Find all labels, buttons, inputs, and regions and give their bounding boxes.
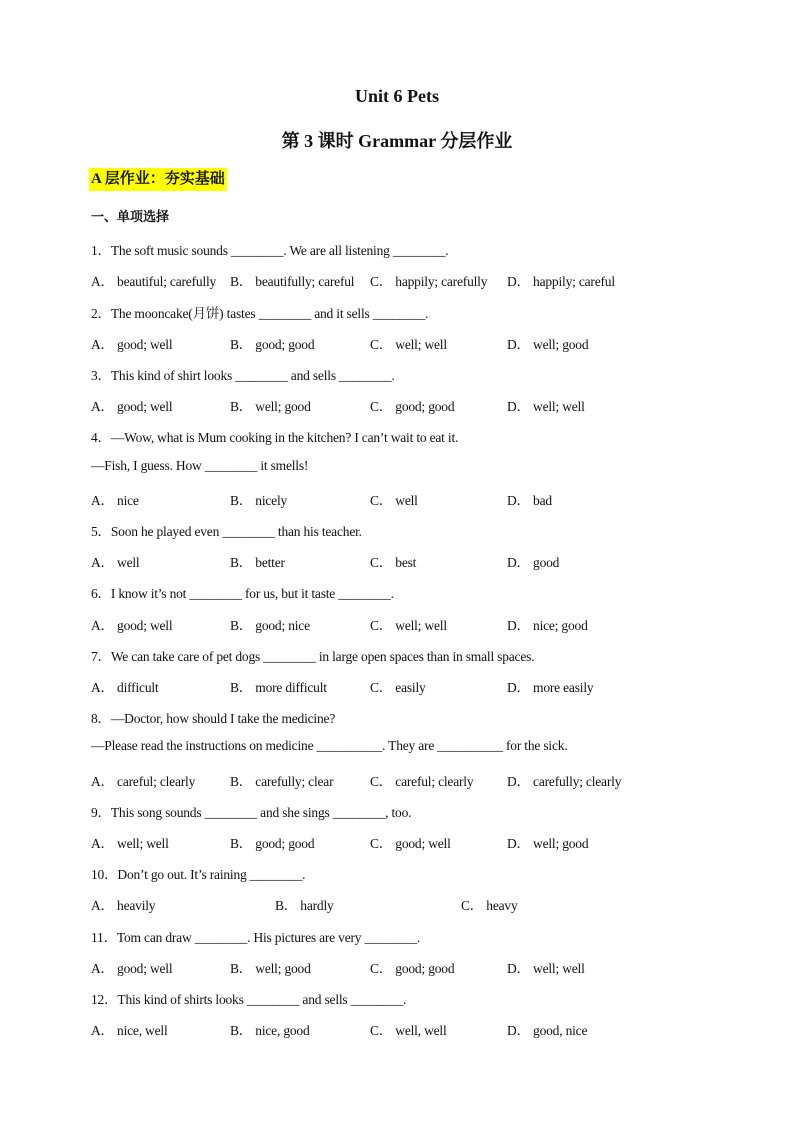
option-b: B． more difficult: [230, 680, 327, 695]
option-row: [91, 614, 731, 634]
question-stem: 12．This kind of shirts looks ________ and sells ________.: [91, 992, 407, 1007]
question-stem: 11．Tom can draw ________. His pictures are very ________.: [91, 930, 421, 945]
option-d: D． happily; careful: [507, 274, 615, 289]
option-row: [91, 1019, 731, 1039]
option-c: C． well: [370, 493, 418, 508]
option-c: C． heavy: [461, 898, 518, 913]
option-c: C． easily: [370, 680, 426, 695]
option-d: D． nice; good: [507, 618, 588, 633]
option-c: C． best: [370, 555, 417, 570]
option-c: C． careful; clearly: [370, 774, 474, 789]
option-a: A． nice, well: [91, 1023, 168, 1038]
question-stem: 7．We can take care of pet dogs ________ in large open spaces than in small spaces.: [91, 649, 535, 664]
option-c: C． well, well: [370, 1023, 447, 1038]
option-c: C． good; well: [370, 836, 451, 851]
question-stem: 3．This kind of shirt looks ________ and sells ________.: [91, 368, 395, 383]
option-a: A． good; well: [91, 618, 173, 633]
question-stem: 6．I know it’s not ________ for us, but it taste ________.: [91, 586, 394, 601]
option-c: C． well; well: [370, 337, 447, 352]
option-b: B． hardly: [275, 898, 334, 913]
page-title: Unit 6 Pets: [355, 86, 439, 106]
option-a: A． well: [91, 555, 140, 570]
option-a: A． careful; clearly: [91, 774, 196, 789]
option-b: B． better: [230, 555, 285, 570]
question-stem-reply: —Please read the instructions on medicine __________. They are __________ for the sick.: [91, 738, 568, 753]
option-d: D． good: [507, 555, 560, 570]
question-stem: 5．Soon he played even ________ than his teacher.: [91, 524, 362, 539]
option-d: D． more easily: [507, 680, 594, 695]
option-row: [91, 395, 731, 415]
section-heading: 一、单项选择: [91, 210, 170, 225]
option-row: [91, 676, 731, 696]
option-c: C． good; good: [370, 399, 455, 414]
option-a: A． good; well: [91, 399, 173, 414]
option-d: D． well; well: [507, 961, 585, 976]
question-stem: 4．—Wow, what is Mum cooking in the kitchen? I can’t wait to eat it.: [91, 430, 459, 445]
option-a: A． good; well: [91, 337, 173, 352]
option-d: D． well; good: [507, 836, 589, 851]
question-stem: 10．Don’t go out. It’s raining ________.: [91, 867, 306, 882]
option-row: [91, 551, 731, 571]
question-stem: 2．The mooncake(月饼) tastes ________ and it sells ________.: [91, 306, 429, 321]
option-row: [91, 894, 731, 914]
option-b: B． well; good: [230, 399, 311, 414]
option-d: D． well; good: [507, 337, 589, 352]
question-stem: 8．—Doctor, how should I take the medicine?: [91, 711, 336, 726]
option-d: D． well; well: [507, 399, 585, 414]
option-b: B． good; nice: [230, 618, 310, 633]
option-row: [91, 489, 731, 509]
level-banner: A 层作业：夯实基础: [89, 168, 227, 191]
option-d: D． carefully; clearly: [507, 774, 622, 789]
option-a: A． difficult: [91, 680, 159, 695]
option-row: [91, 770, 731, 790]
option-c: C． good; good: [370, 961, 455, 976]
option-c: C． happily; carefully: [370, 274, 488, 289]
option-row: [91, 270, 731, 290]
option-b: B． nicely: [230, 493, 288, 508]
option-d: D． good, nice: [507, 1023, 588, 1038]
option-row: [91, 957, 731, 977]
option-b: B． carefully; clear: [230, 774, 334, 789]
option-a: A． beautiful; carefully: [91, 274, 217, 289]
question-stem-reply: —Fish, I guess. How ________ it smells!: [91, 458, 309, 473]
option-b: B． nice, good: [230, 1023, 310, 1038]
option-a: A． heavily: [91, 898, 156, 913]
option-b: B． well; good: [230, 961, 311, 976]
option-a: A． good; well: [91, 961, 173, 976]
question-stem: 9．This song sounds ________ and she sings ________, too.: [91, 805, 412, 820]
option-row: [91, 333, 731, 353]
page-subtitle: 第 3 课时 Grammar 分层作业: [281, 131, 513, 151]
option-row: [91, 832, 731, 852]
option-a: A． nice: [91, 493, 139, 508]
question-stem: 1．The soft music sounds ________. We are all listening ________.: [91, 243, 449, 258]
option-c: C． well; well: [370, 618, 447, 633]
option-a: A． well; well: [91, 836, 169, 851]
option-d: D． bad: [507, 493, 552, 508]
option-b: B． good; good: [230, 337, 315, 352]
option-b: B． beautifully; careful: [230, 274, 355, 289]
option-b: B． good; good: [230, 836, 315, 851]
